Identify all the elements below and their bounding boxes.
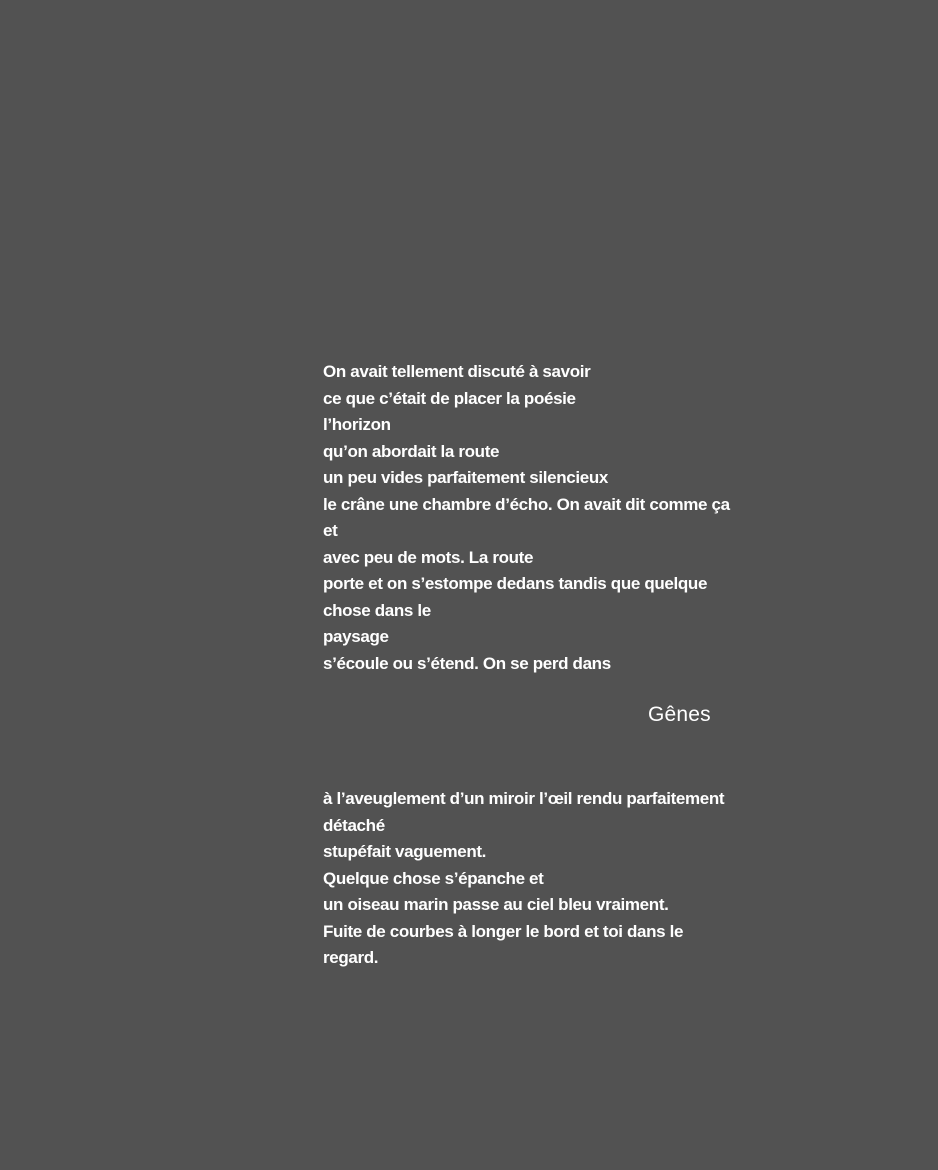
poem-line: le crâne une chambre d’écho. On avait dit comme ça [323,494,730,514]
poem-title: Gênes [648,703,711,726]
poem-line: détaché [323,815,385,835]
poem-line: ce que c’était de placer la poésie [323,388,576,408]
poem-line: un oiseau marin passe au ciel bleu vraiment. [323,895,669,914]
poem-line: qu’on abordait la route [323,441,500,461]
poem-line: porte et on s’estompe dedans tandis que quelque [323,574,708,593]
poem-line: un peu vides parfaitement silencieux [323,468,608,487]
poem-line: l’horizon [323,415,391,434]
poem-line: paysage [323,627,389,646]
poem-line: et [323,521,338,540]
poem-line: Fuite de courbes à longer le bord et toi dans le [323,921,684,941]
poem-line: à l’aveuglement d’un miroir l’œil rendu parfaitement [323,789,725,808]
poem-line: stupéfait vaguement. [323,842,487,861]
poem-line: avec peu de mots. La route [323,547,534,567]
poem-line: chose dans le [323,600,431,620]
poem-stanza-2 [323,786,823,972]
poem-line: s’écoule ou s’étend. On se perd dans [323,653,611,673]
poem-stanza-1 [323,359,823,677]
poem-line: Quelque chose s’épanche et [323,868,544,888]
poem-line: regard. [323,948,379,967]
poem-line: On avait tellement discuté à savoir [323,362,591,381]
